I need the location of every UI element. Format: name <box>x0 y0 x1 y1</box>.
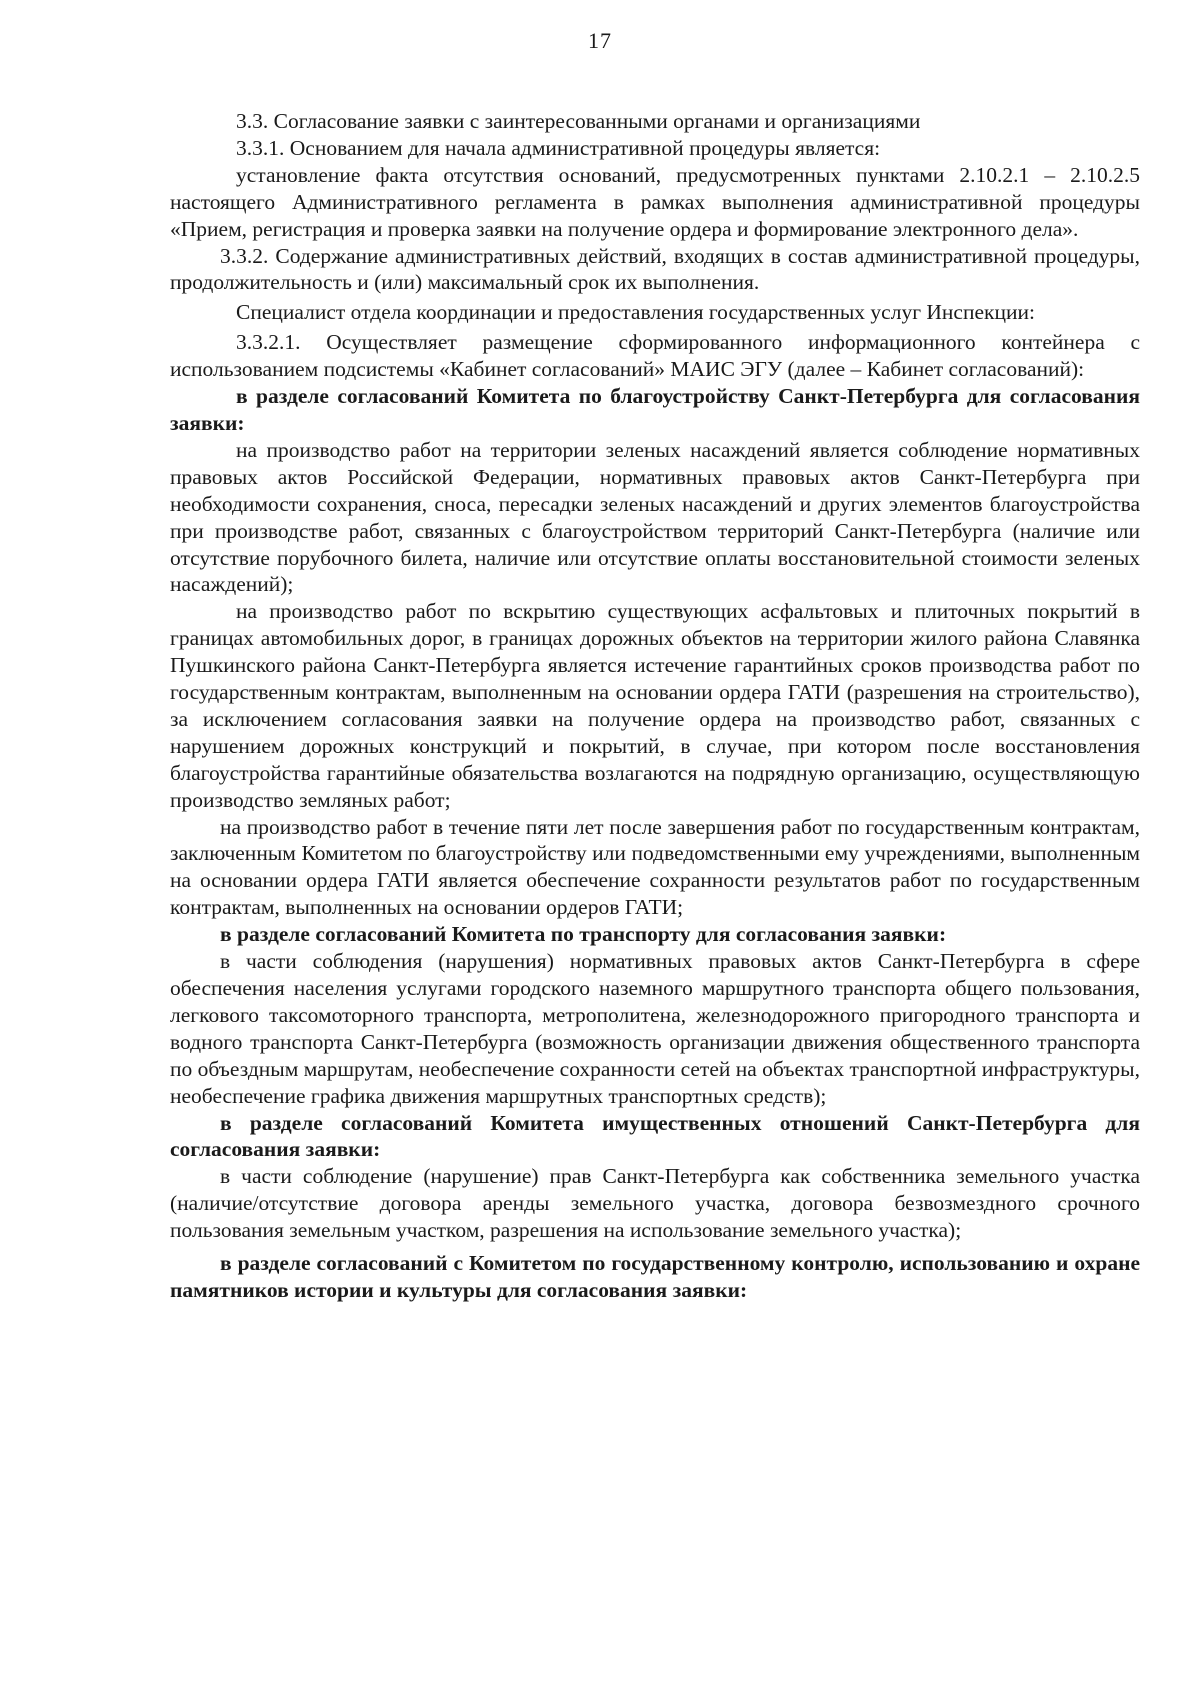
paragraph: 3.3.2.1. Осуществляет размещение сформированного информационного контейнера с использованием подсистемы «Кабинет согласований» МАИС ЭГУ (далее – Кабинет согласований): <box>170 330 1140 382</box>
document-body <box>170 108 1140 1304</box>
paragraph: на производство работ на территории зеленых насаждений является соблюдение нормативных правовых актов Российской Федерации, нормативных правовых актов Санкт-Петербурга при необходимости сохранения, сноса, пересадки зеленых насаждений и других элементов благоустройства при производстве работ, связанных с благоустройством территорий Санкт-Петербурга (наличие или отсутствие порубочного билета, наличие или отсутствие оплаты восстановительной стоимости зеленых насаждений); <box>170 437 1140 597</box>
paragraph: 3.3.2. Содержание административных действий, входящих в состав административной процедуры, продолжительность и (или) максимальный срок их выполнения. <box>170 243 1140 295</box>
subsection-heading: в разделе согласований Комитета имущественных отношений Санкт-Петербурга для согласования заявки: <box>170 1110 1140 1162</box>
subsection-heading: в разделе согласований Комитета по транспорту для согласования заявки: <box>220 922 947 947</box>
paragraph: в части соблюдения (нарушения) нормативных правовых актов Санкт-Петербурга в сфере обеспечения населения услугами городского наземного маршрутного транспорта общего пользования, легкового таксомоторного транспорта, метрополитена, железнодорожного пригородного транспорта и водного транспорта Санкт-Петербурга (возможность организации движения общественного транспорта по объездным маршрутам, необеспечение сохранности сетей на объектах транспортной инфраструктуры, необеспечение графика движения маршрутных транспортных средств); <box>170 949 1140 1108</box>
paragraph: 3.3.1. Основанием для начала административной процедуры является: <box>236 135 881 160</box>
paragraph: на производство работ в течение пяти лет после завершения работ по государственным контрактам, заключенным Комитетом по благоустройству или подведомственными ему учреждениями, выполненным на основании ордера ГАТИ является обеспечение сохранности результатов работ по государственным контрактам, выполненных на основании ордеров ГАТИ; <box>170 814 1140 920</box>
section-heading: 3.3. Согласование заявки с заинтересованными органами и организациями <box>236 109 921 133</box>
subsection-heading: в разделе согласований с Комитетом по государственному контролю, использованию и охране памятников истории и культуры для согласования заявки: <box>170 1251 1140 1302</box>
subsection-heading: в разделе согласований Комитета по благоустройству Санкт-Петербурга для согласования заявки: <box>170 384 1140 435</box>
paragraph: установление факта отсутствия оснований, предусмотренных пунктами 2.10.2.1 – 2.10.2.5 настоящего Административного регламента в рамках выполнения административной процедуры «Прием, регистрация и проверка заявки на получение ордера и формирование электронного дела». <box>170 162 1140 241</box>
page-number: 17 <box>588 28 612 53</box>
paragraph: на производство работ по вскрытию существующих асфальтовых и плиточных покрытий в границах автомобильных дорог, в границах дорожных объектов на территории жилого района Славянка Пушкинского района Санкт-Петербурга является истечение гарантийных сроков производства работ по государственным контрактам, выполненным на основании ордера ГАТИ (разрешения на строительство), за исключением согласования заявки на получение ордера на производство работ, связанных с нарушением дорожных конструкций и покрытий, в случае, при котором после восстановления благоустройства гарантийные обязательства возлагаются на подрядную организацию, осуществляющую производство земляных работ; <box>170 599 1140 812</box>
paragraph: в части соблюдение (нарушение) прав Санкт-Петербурга как собственника земельного участка (наличие/отсутствие договора аренды земельного участка, договора безвозмездного срочного пользования земельным участком, разрешения на использование земельного участка); <box>170 1164 1140 1243</box>
paragraph: Специалист отдела координации и предоставления государственных услуг Инспекции: <box>236 300 1035 325</box>
